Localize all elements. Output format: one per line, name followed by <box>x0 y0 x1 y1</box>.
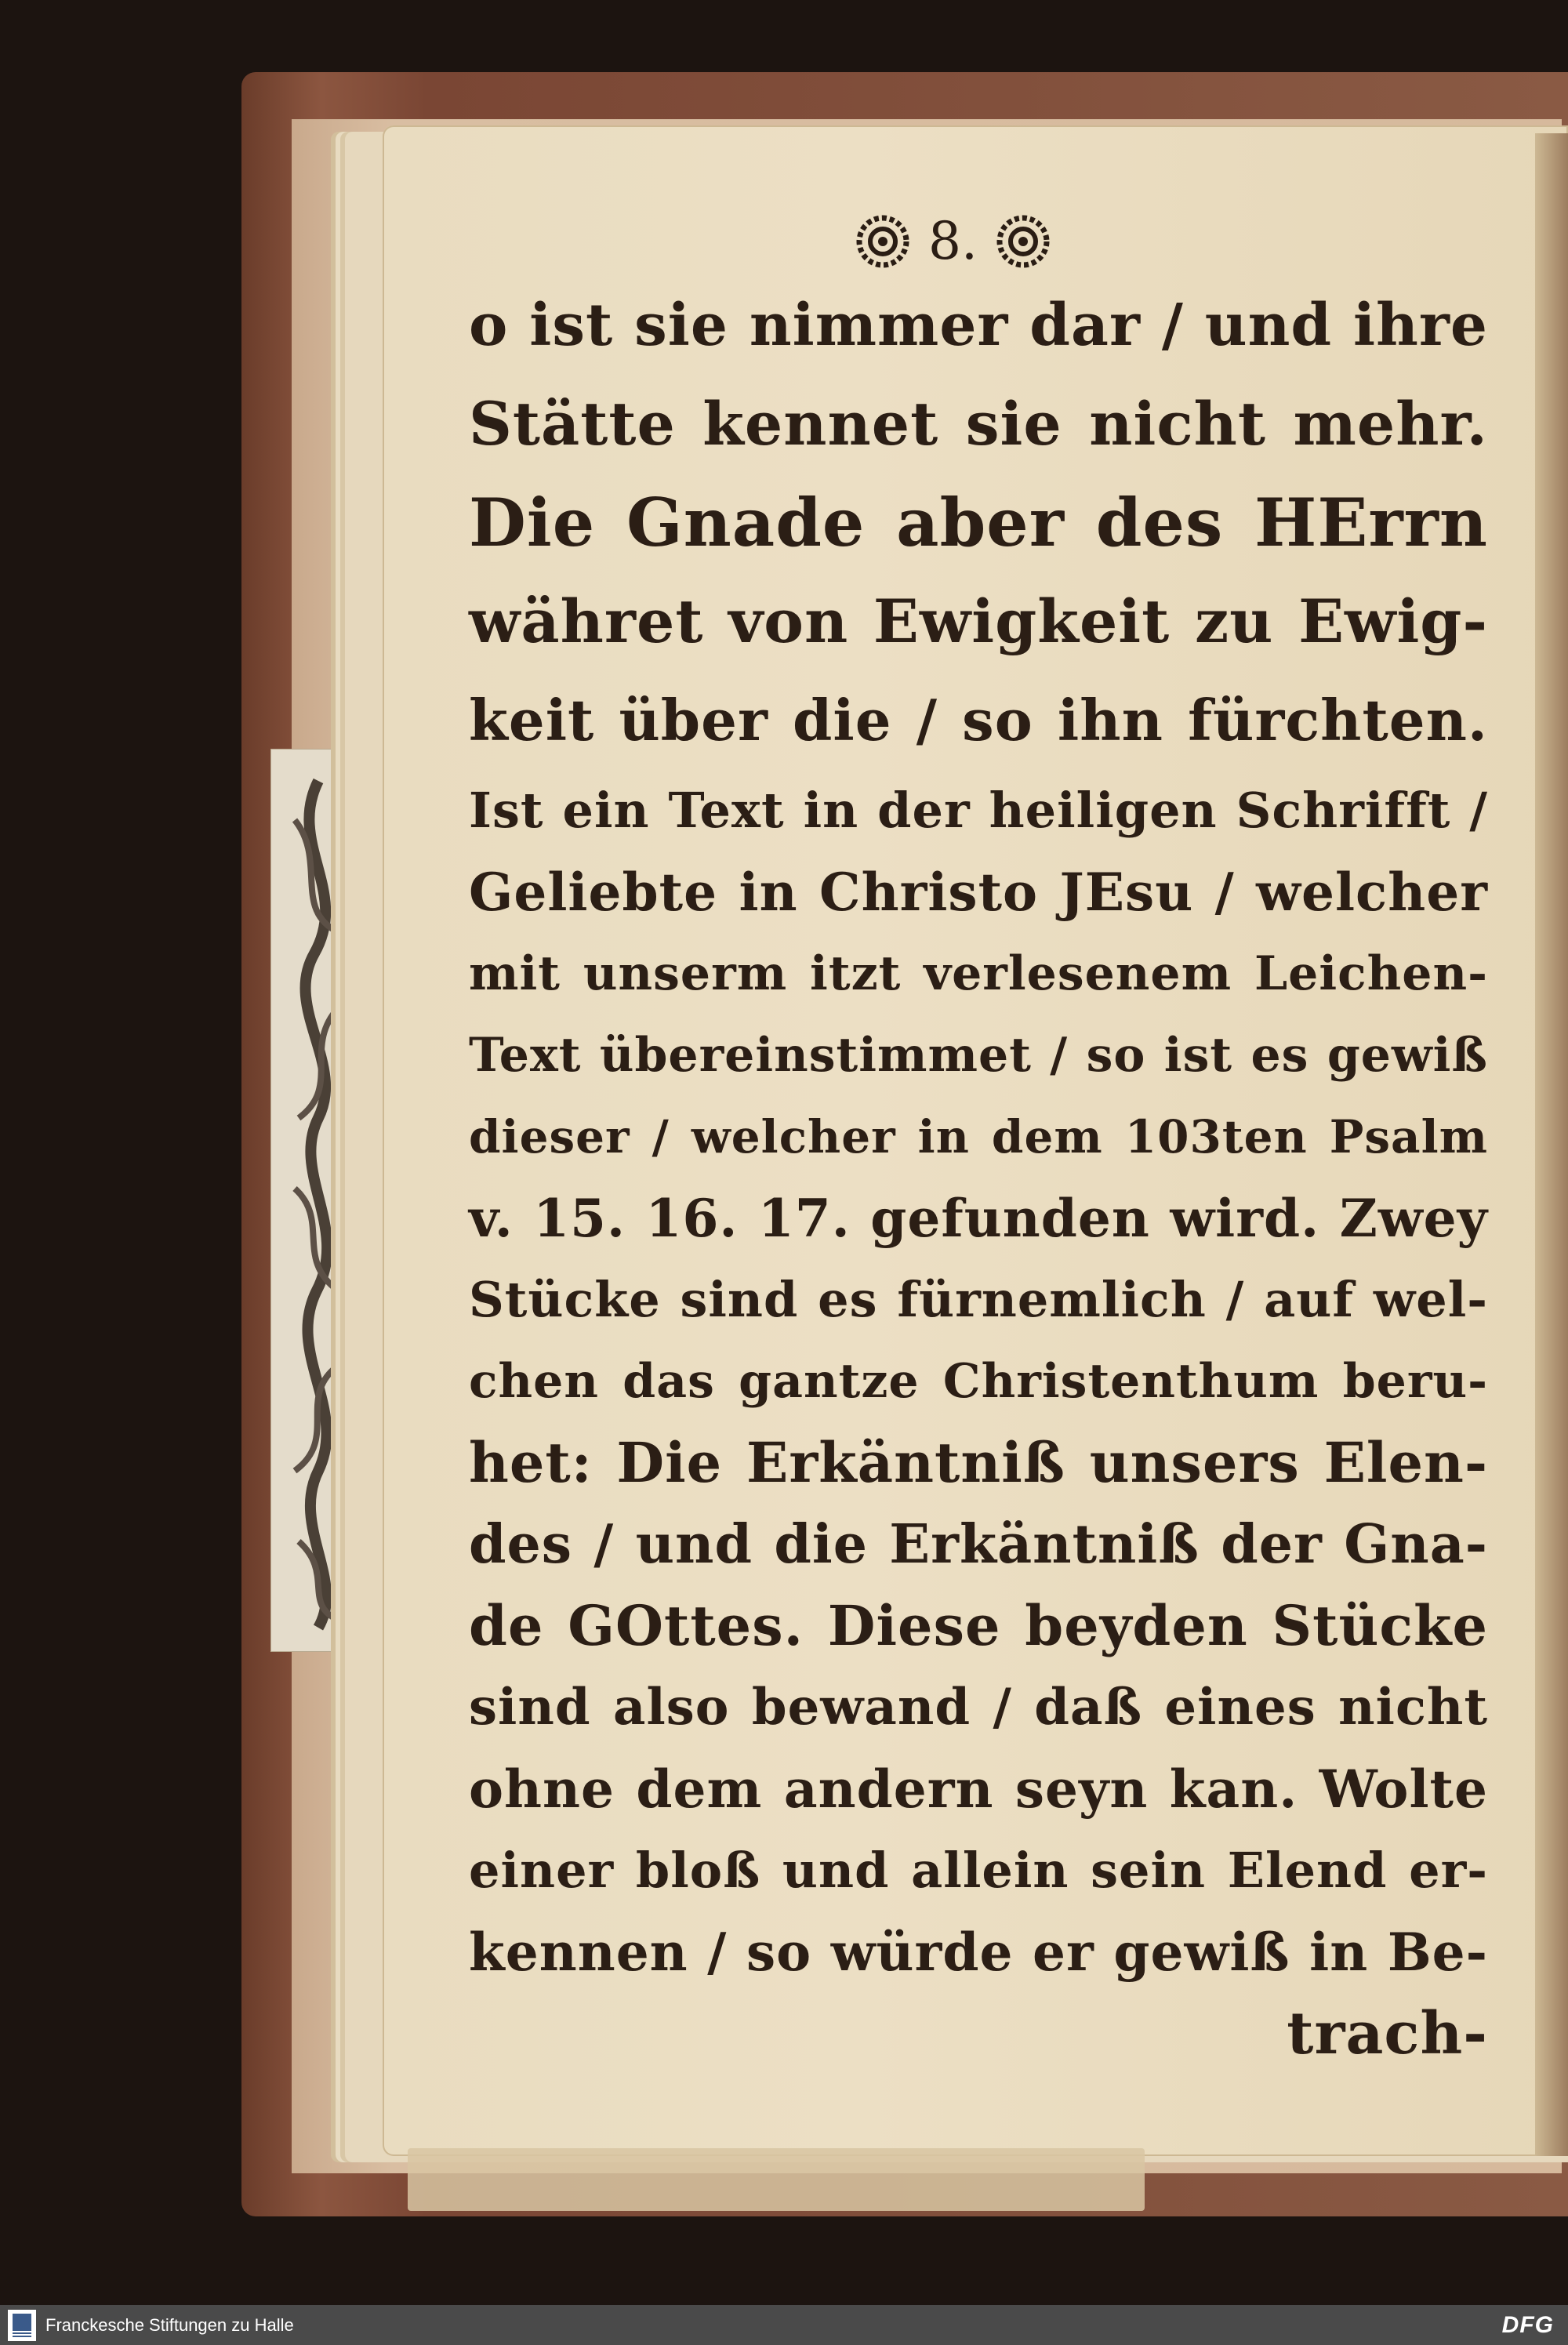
text-line: sind also bewand / daß eines nicht <box>469 1678 1488 1737</box>
catchword: trach- <box>1287 2000 1488 2067</box>
text-line: het: Die Erkäntniß unsers Elen- <box>469 1430 1488 1495</box>
text-line: dieser / welcher in dem 103ten Psalm <box>469 1110 1488 1163</box>
page-header <box>855 210 1051 273</box>
text-line: des / und die Erkäntniß der Gna- <box>469 1513 1488 1576</box>
body-text <box>469 276 1488 2075</box>
text-line: Geliebte in Christo JEsu / welcher <box>469 862 1488 923</box>
paper-tape <box>408 2148 1145 2211</box>
flower-ornament-icon <box>995 213 1051 270</box>
viewer-footer <box>0 2305 1568 2345</box>
text-line: Stücke sind es fürnemlich / auf wel- <box>469 1271 1488 1328</box>
text-line: v. 15. 16. 17. gefunden wird. Zwey <box>469 1188 1488 1249</box>
page-number: 8. <box>928 211 978 271</box>
flower-ornament-icon <box>855 213 911 270</box>
text-line: Text übereinstimmet / so ist es gewiß <box>469 1028 1488 1083</box>
text-line: Die Gnade aber des HErrn <box>469 484 1488 561</box>
text-line: o ist sie nimmer dar / und ihre <box>469 292 1488 359</box>
text-line: chen das gantze Christenthum beru- <box>469 1354 1488 1409</box>
gutter-edge <box>1535 133 1568 2156</box>
dfg-logo: DFG <box>1501 2311 1554 2338</box>
text-line: de GOttes. Diese beyden Stücke <box>469 1593 1488 1658</box>
text-line: kennen / so würde er gewiß in Be- <box>469 1922 1488 1983</box>
text-line: einer bloß und allein sein Elend er- <box>469 1842 1488 1899</box>
text-line: mit unserm itzt verlesenem Leichen- <box>469 946 1488 1001</box>
text-line: ohne dem andern seyn kan. Wolte <box>469 1759 1488 1820</box>
text-line: Stätte kennet sie nicht mehr. <box>469 389 1488 459</box>
text-line: Ist ein Text in der heiligen Schrifft / <box>469 782 1488 839</box>
text-line: währet von Ewigkeit zu Ewig- <box>469 586 1488 656</box>
text-line: keit über die / so ihn fürchten. <box>469 687 1488 753</box>
institution-name: Franckesche Stiftungen zu Halle <box>45 2314 294 2335</box>
institution-logo-icon <box>8 2310 36 2341</box>
